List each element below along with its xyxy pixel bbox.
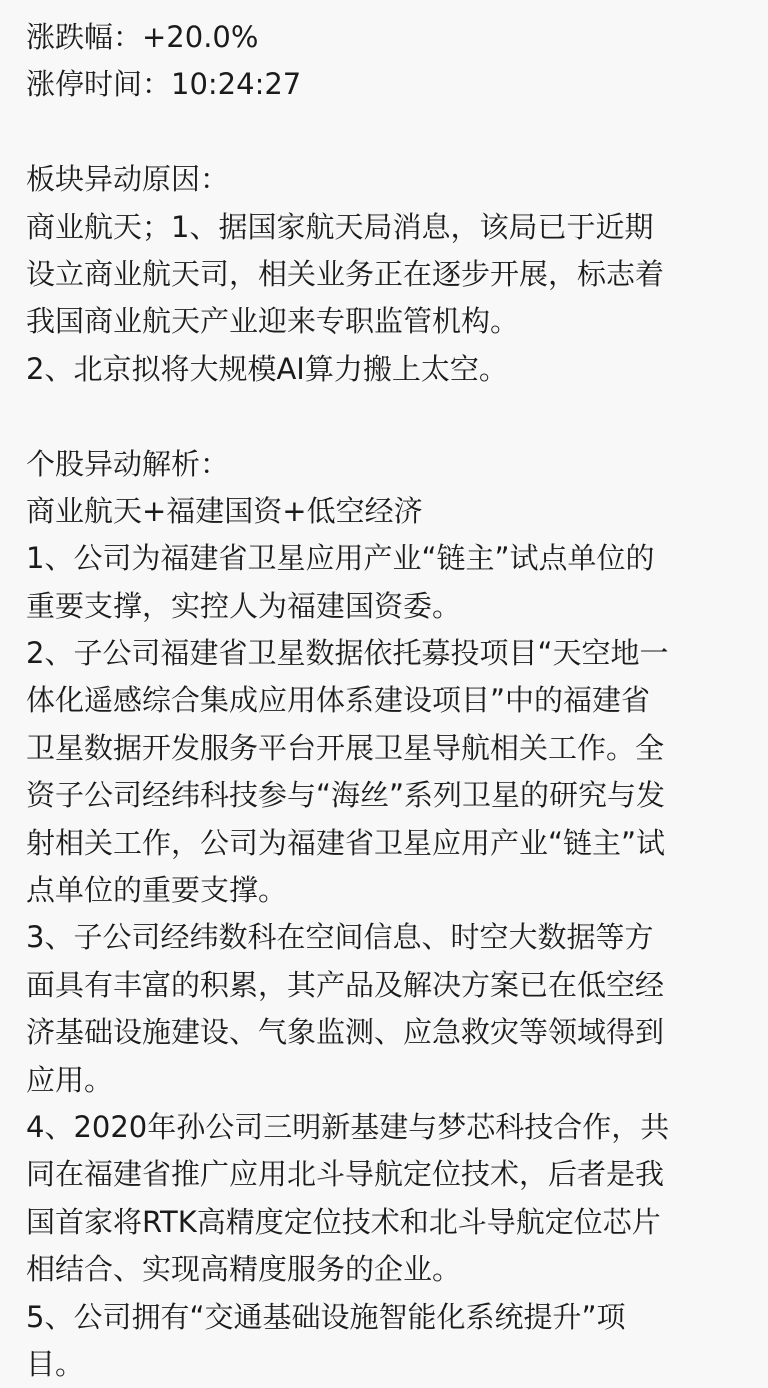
analysis-line: 重要支撑，实控人为福建国资委。 (26, 588, 462, 623)
sector-reason-line: 2、北京拟将大规模AI算力搬上太空。 (26, 351, 508, 386)
analysis-line: 同在福建省推广应用北斗导航定位技术，后者是我 (26, 1157, 665, 1192)
analysis-line: 应用。 (26, 1062, 114, 1097)
analysis-line: 体化遥感综合集成应用体系建设项目”中的福建省 (26, 683, 651, 718)
sector-reason-line: 商业航天；1、据国家航天局消息，该局已于近期 (26, 209, 654, 244)
analysis-line: 1、公司为福建省卫星应用产业“链主”试点单位的 (26, 541, 655, 576)
analysis-line: 目。 (26, 1346, 85, 1381)
analysis-line: 资子公司经纬科技参与“海丝”系列卫星的研究与发 (26, 778, 666, 813)
analysis-line: 3、子公司经纬数科在空间信息、时空大数据等方 (26, 920, 654, 955)
analysis-line: 面具有丰富的积累，其产品及解决方案已在低空经 (26, 967, 665, 1002)
sector-heading: 板块异动原因： (26, 162, 230, 197)
analysis-line: 济基础设施建设、气象监测、应急救灾等领域得到 (26, 1015, 665, 1050)
analysis-heading: 个股异动解析： (26, 446, 230, 481)
analysis-line: 射相关工作，公司为福建省卫星应用产业“链主”试 (26, 825, 666, 860)
analysis-line: 卫星数据开发服务平台开展卫星导航相关工作。全 (26, 730, 665, 765)
analysis-line: 点单位的重要支撑。 (26, 873, 288, 908)
blank-line (26, 109, 742, 156)
price-change-line: 涨跌幅：+20.0% (26, 20, 259, 54)
analysis-line: 4、2020年孙公司三明新基建与梦芯科技合作，共 (26, 1109, 670, 1144)
sector-reason-line: 我国商业航天产业迎来专职监管机构。 (26, 304, 520, 339)
limit-up-time-line: 涨停时间：10:24:27 (26, 67, 302, 102)
analysis-line: 相结合、实现高精度服务的企业。 (26, 1252, 462, 1287)
sector-reason-line: 设立商业航天司，相关业务正在逐步开展，标志着 (26, 256, 665, 291)
analysis-line: 2、子公司福建省卫星数据依托募投项目“天空地一 (26, 636, 669, 671)
analysis-tags-line: 商业航天+福建国资+低空经济 (26, 493, 423, 528)
analysis-line: 国首家将RTK高精度定位技术和北斗导航定位芯片 (26, 1204, 661, 1239)
blank-line (26, 393, 742, 440)
analysis-line: 5、公司拥有“交通基础设施智能化系统提升”项 (26, 1299, 626, 1334)
